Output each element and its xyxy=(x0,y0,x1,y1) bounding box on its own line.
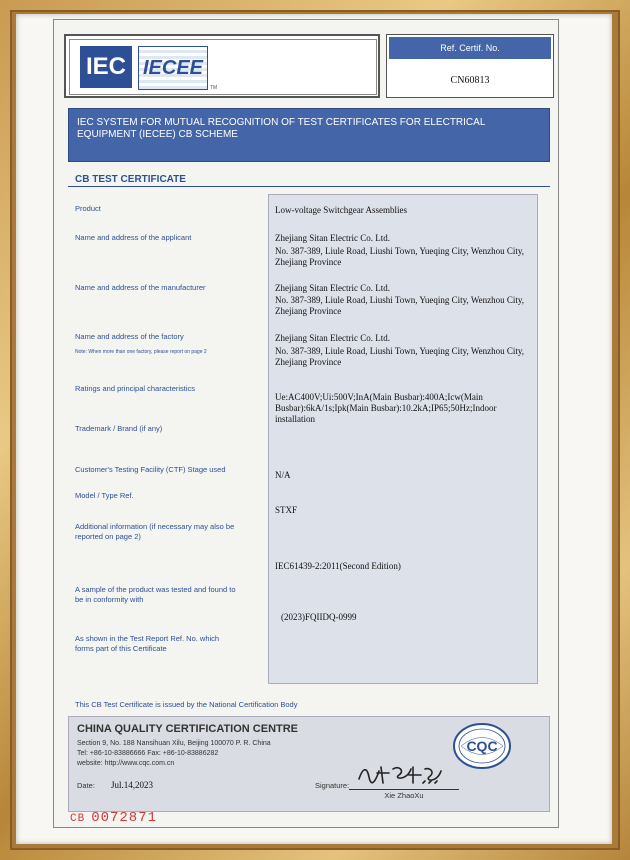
scheme-banner: IEC SYSTEM FOR MUTUAL RECOGNITION OF TEST CERTIFICATES FOR ELECTRICAL EQUIPMENT (IECEE) CB SCHEME xyxy=(68,108,550,162)
additional-info-label: Additional information (if necessary may also be reported on page 2) xyxy=(75,522,235,541)
issued-by-text: This CB Test Certificate is issued by the National Certification Body xyxy=(75,700,298,709)
applicant-address: No. 387-389, Liule Road, Liushi Town, Yueqing City, Wenzhou City, Zhejiang Province xyxy=(275,246,525,267)
handwritten-signature xyxy=(355,761,445,787)
iec-logo: IEC xyxy=(80,46,132,88)
product-label: Product xyxy=(75,204,101,213)
signature-line xyxy=(349,789,459,790)
test-report-number: (2023)FQIIDQ-0999 xyxy=(281,612,357,622)
serial-digits: 0072871 xyxy=(91,810,158,826)
signatory-name: Xie ZhaoXu xyxy=(384,791,424,800)
date-value: Jul.14,2023 xyxy=(111,780,154,790)
certificate-title: CB TEST CERTIFICATE xyxy=(75,174,186,185)
organization-website: website: http://www.cqc.com.cn xyxy=(77,760,175,767)
serial-number xyxy=(70,810,157,826)
manufacturer-label: Name and address of the manufacturer xyxy=(75,283,206,292)
iecee-logo: IECEE xyxy=(138,46,208,90)
serial-prefix: CB xyxy=(70,813,86,825)
applicant-name: Zhejiang Sitan Electric Co. Ltd. xyxy=(275,233,390,243)
applicant-label: Name and address of the applicant xyxy=(75,233,192,242)
ratings-label: Ratings and principal characteristics xyxy=(75,384,196,393)
factory-label: Name and address of the factory xyxy=(75,332,184,341)
signature-label: Signature: xyxy=(315,781,350,790)
standard-value: IEC61439-2:2011(Second Edition) xyxy=(275,561,401,571)
certificate-header xyxy=(64,34,554,98)
manufacturer-address: No. 387-389, Liule Road, Liushi Town, Yueqing City, Wenzhou City, Zhejiang Province xyxy=(275,295,525,316)
test-report-label: As shown in the Test Report Ref. No. which forms part of this Certificate xyxy=(75,634,220,653)
organization-name: CHINA QUALITY CERTIFICATION CENTRE xyxy=(77,723,299,735)
product-value: Low-voltage Switchgear Assemblies xyxy=(275,205,407,215)
factory-note: Note: When more than one factory, please report on page 2 xyxy=(75,349,207,355)
sample-conformity-label: A sample of the product was tested and found to be in conformity with xyxy=(75,585,236,604)
ctf-label: Customer's Testing Facility (CTF) Stage used xyxy=(75,465,226,474)
cqc-seal-icon xyxy=(451,721,513,771)
issuer-footer xyxy=(68,716,550,812)
factory-name: Zhejiang Sitan Electric Co. Ltd. xyxy=(275,333,390,343)
organization-address: Section 9, No. 188 Nansihuan Xilu, Beijing 100070 P. R. China xyxy=(77,740,271,747)
trademark-mark: TM xyxy=(210,85,218,91)
factory-address: No. 387-389, Liule Road, Liushi Town, Yueqing City, Wenzhou City, Zhejiang Province xyxy=(275,346,525,367)
title-rule xyxy=(68,186,550,187)
logo-inner xyxy=(69,39,377,95)
model-value: STXF xyxy=(275,505,298,515)
date-label: Date: xyxy=(77,781,95,790)
model-label: Model / Type Ref. xyxy=(75,491,134,500)
ref-certificate-number: CN60813 xyxy=(450,75,490,86)
ref-certificate-box xyxy=(386,34,554,98)
manufacturer-name: Zhejiang Sitan Electric Co. Ltd. xyxy=(275,283,390,293)
logo-box xyxy=(64,34,380,98)
organization-phone-fax: Tel: +86-10-83886666 Fax: +86-10-83886282 xyxy=(77,750,219,757)
ratings-value: Ue:AC400V;Ui:500V;InA(Main Busbar):400A;Icw(Main Busbar):6kA/1s;Ipk(Main Busbar):10.2kA;IP65;50Hz;Indoor installation xyxy=(275,392,497,424)
trademark-label: Trademark / Brand (if any) xyxy=(75,424,163,433)
ctf-value: N/A xyxy=(275,470,291,480)
ref-certificate-label: Ref. Certif. No. xyxy=(389,37,551,59)
cqc-seal-text: CQC xyxy=(466,738,498,754)
